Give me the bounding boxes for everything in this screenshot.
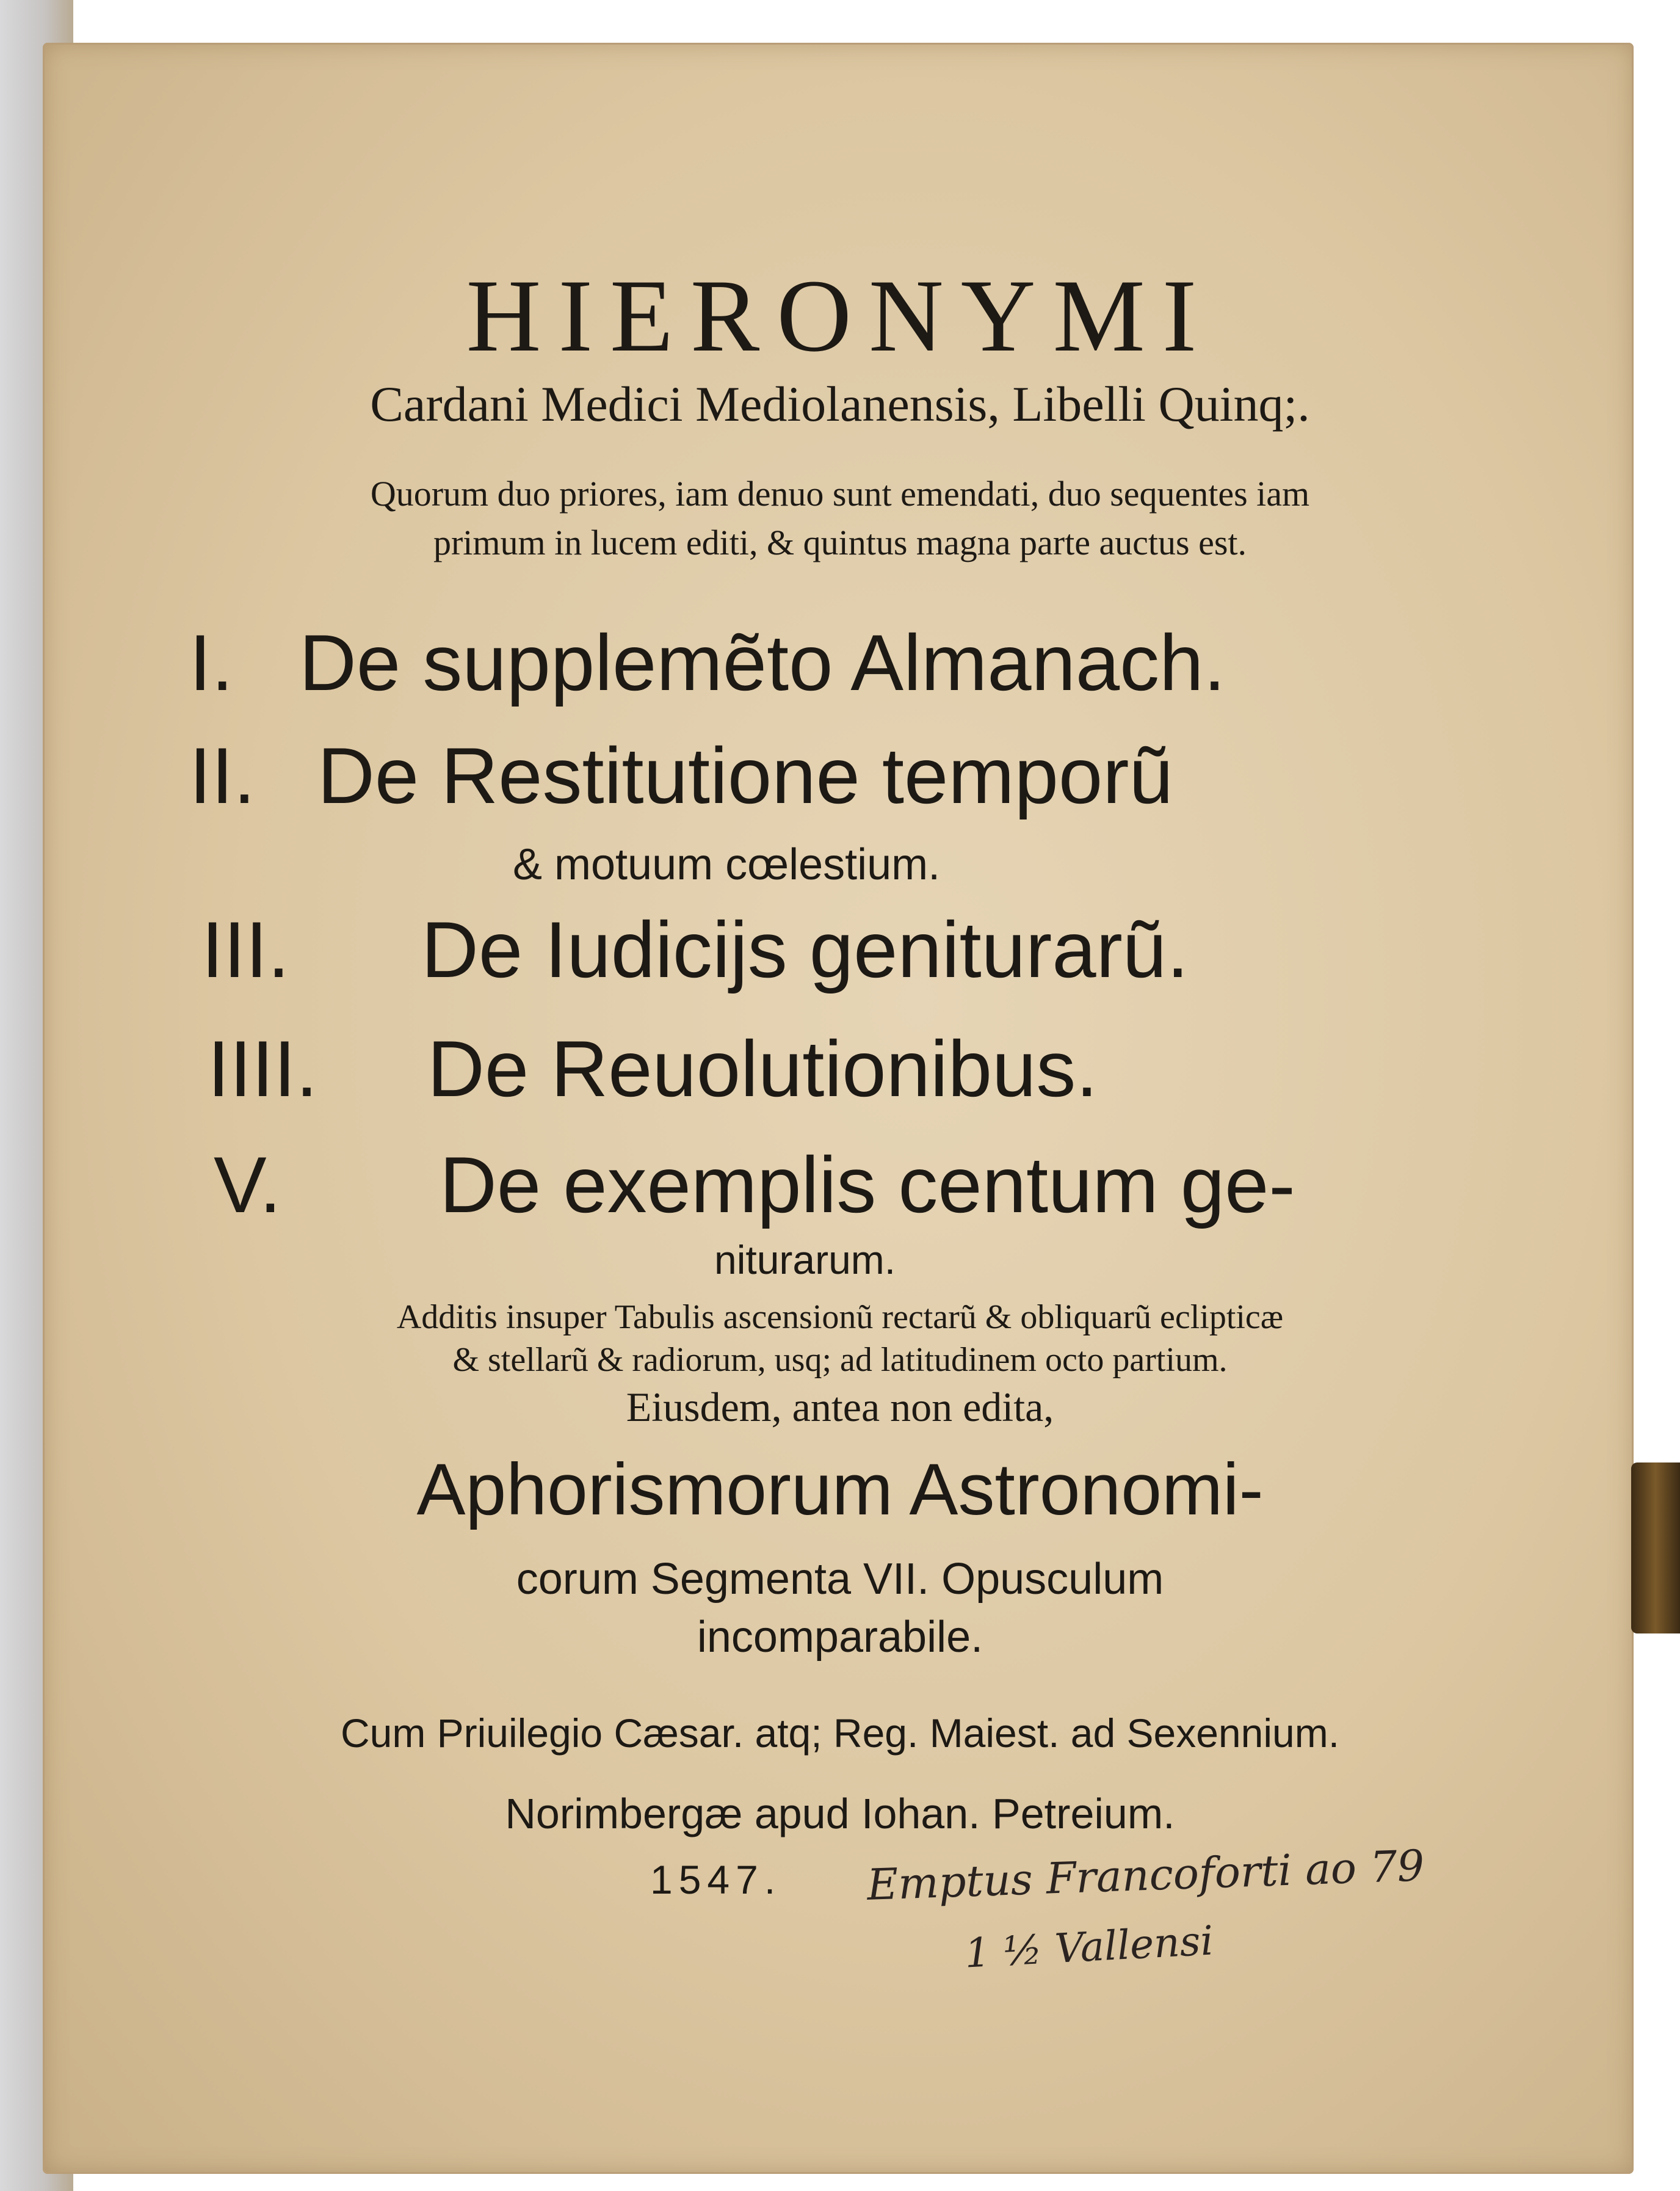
additions-line-2: & stellarũ & radiorum, usq; ad latitudinem octo partium.	[452, 1341, 1228, 1379]
privilege-line: Cum Priuilegio Cæsar. atq; Reg. Maiest. ad Sexennium.	[340, 1710, 1340, 1756]
subtitle: Cardani Medici Mediolanensis, Libelli Quinq;.	[370, 376, 1310, 432]
book-5-title: De exemplis centum ge-	[440, 1140, 1295, 1229]
description-line-1: Quorum duo priores, iam denuo sunt emendati, duo sequentes iam	[370, 474, 1310, 514]
book-3-number: III.	[201, 905, 290, 994]
book-2-number: II.	[189, 731, 256, 820]
book-5-title-cont: niturarum.	[714, 1237, 896, 1282]
book-3-title: De Iudicijs geniturarũ.	[421, 905, 1189, 994]
author-name: HIERONYMI	[466, 258, 1214, 373]
book-1-number: I.	[189, 618, 234, 707]
additions-line-1: Additis insuper Tabulis ascensionũ rectarũ & obliquarũ eclipticæ	[396, 1298, 1284, 1336]
aphorisms-line-2: corum Segmenta VII. Opusculum	[516, 1555, 1164, 1604]
imprint-year: 1547.	[650, 1857, 782, 1902]
description-line-2: primum in lucem editi, & quintus magna parte auctus est.	[433, 523, 1247, 562]
handwritten-note-line-2: 1 ½ Vallensi	[963, 1917, 1215, 1977]
book-2-title: De Restitutione temporũ	[317, 731, 1173, 820]
aphorisms-line-3: incomparabile.	[697, 1613, 983, 1662]
book-5-number: V.	[214, 1140, 281, 1229]
handwritten-note-line-1: Emptus Francoforti ao 79	[866, 1840, 1425, 1910]
aphorisms-line-1: Aphorismorum Astronomi-	[416, 1448, 1264, 1530]
book-1-title: De supplemẽto Almanach.	[299, 618, 1226, 707]
imprint-place: Norimbergæ apud Iohan. Petreium.	[505, 1790, 1175, 1837]
book-4-number: IIII.	[208, 1024, 318, 1113]
additions-line-3: Eiusdem, antea non edita,	[626, 1384, 1054, 1430]
book-4-title: De Reuolutionibus.	[427, 1024, 1098, 1113]
book-2-title-cont: & motuum cœlestium.	[513, 840, 941, 889]
